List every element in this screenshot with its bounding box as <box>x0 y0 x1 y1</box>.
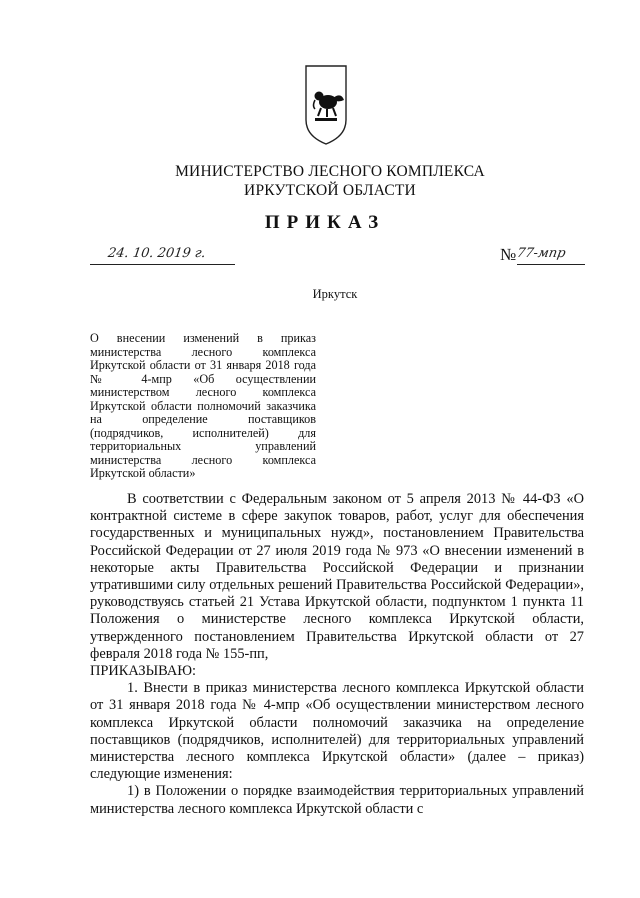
ministry-name-line2: ИРКУТСКОЙ ОБЛАСТИ <box>244 182 416 199</box>
order-body <box>90 491 584 818</box>
subitem-1-paragraph: 1) в Положении о порядке взаимодействия территориальных управлений министерства лесного комплекса Иркутской области с <box>90 783 584 817</box>
order-number: 77-мпр <box>515 246 567 261</box>
document-type-title: ПРИКАЗ <box>264 212 386 233</box>
coat-of-arms-emblem <box>303 62 349 148</box>
ministry-name-line1: МИНИСТЕРСТВО ЛЕСНОГО КОМПЛЕКСА <box>175 163 485 180</box>
order-date: 24. 10. 2019 г. <box>106 246 207 261</box>
date-underline <box>90 264 235 265</box>
number-underline <box>517 264 585 265</box>
item-1-paragraph: 1. Внести в приказ министерства лесного комплекса Иркутской области от 31 января 2018 года № 4-мпр «Об осуществлении министерством лесного комплекса Иркутской области полномочий заказчика на определение поставщиков (подрядчиков, исполнителей) для территориальных управлений министерства лесного комплекса Иркутской области» (далее – приказ) следующие изменения: <box>90 680 584 783</box>
order-subject: О внесении изменений в приказ министерства лесного комплекса Иркутской области от 31 января 2018 года № 4-мпр «Об осуществлении министерством лесного комплекса Иркутской области полномочий заказчика на определение поставщиков (подрядчиков, исполнителей) для территориальных управлений министерства лесного комплекса Иркутской области» <box>90 331 316 480</box>
number-sign: № <box>500 245 517 264</box>
city-name: Иркутск <box>312 287 358 301</box>
order-word: ПРИКАЗЫВАЮ: <box>90 663 197 680</box>
preamble-paragraph: В соответствии с Федеральным законом от 5 апреля 2013 № 44-ФЗ «О контрактной системе в сфере закупок товаров, работ, услуг для обеспечения государственных и муниципальных нужд», постановлением Правительства Российской Федерации от 27 июля 2019 года № 973 «О внесении изменений в некоторые акты Правительства Российской Федерации и признании утратившими силу отдельных решений Правительства Российской Федерации», руководствуясь статьей 21 Устава Иркутской области, подпунктом 1 пункта 11 Положения о министерстве лесного комплекса Иркутской области, утвержденного постановлением Правительства Иркутской области от 27 февраля 2018 года № 155-пп, <box>90 491 584 662</box>
